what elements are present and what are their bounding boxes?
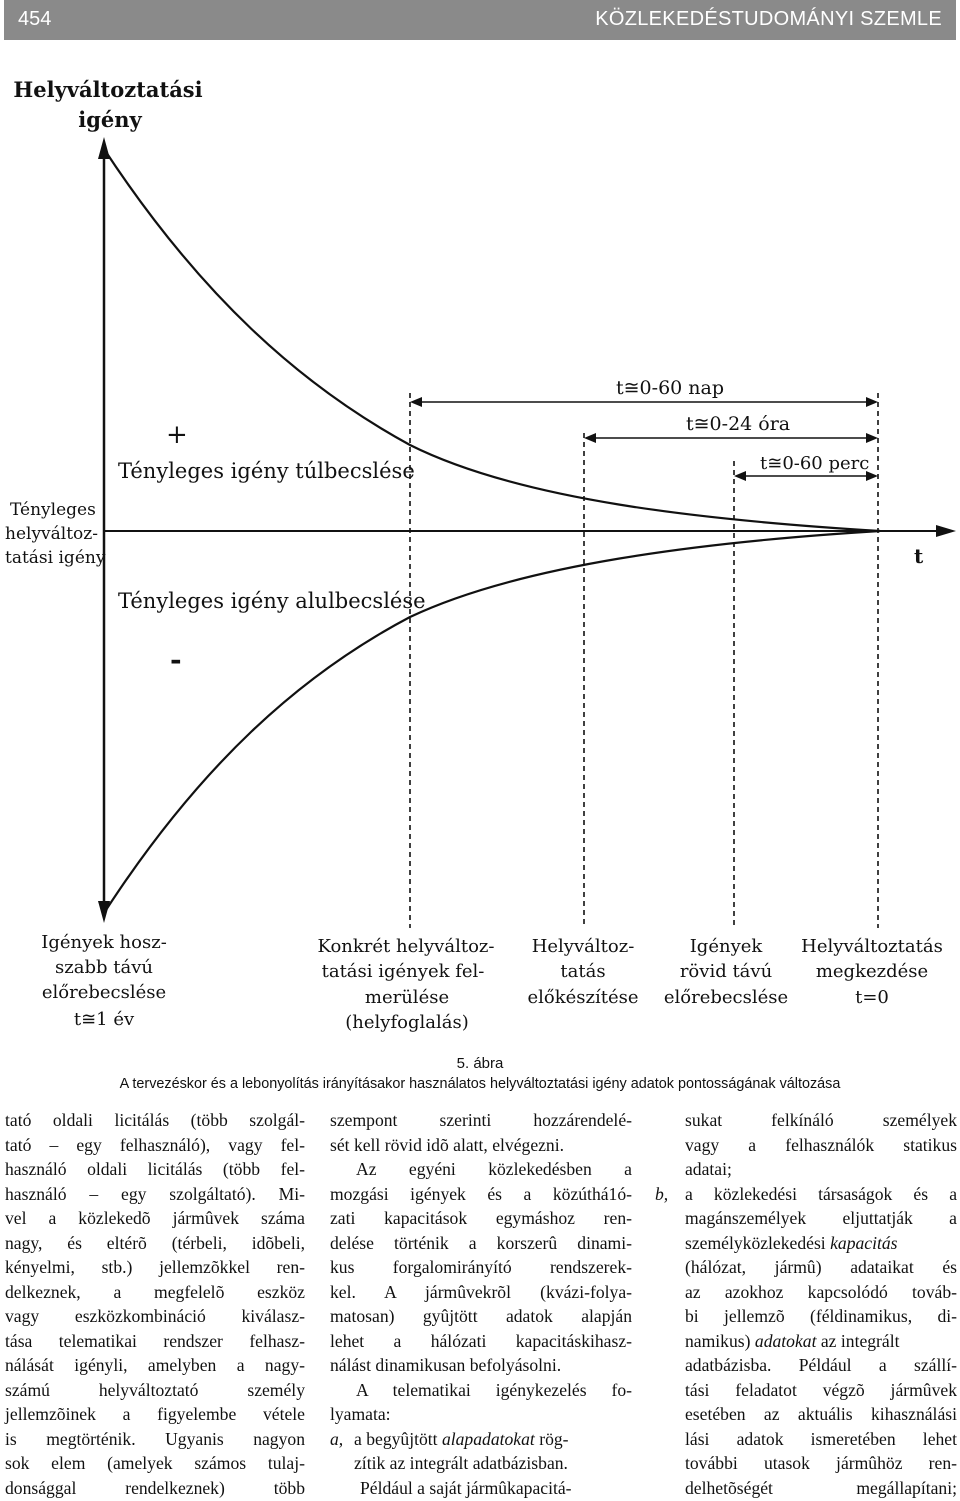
y-axis-title-line1: Helyváltoztatási — [13, 77, 203, 102]
text-span: a közlekedési társaságok és a — [685, 1183, 957, 1204]
figure-number: 5. ábra — [456, 1055, 504, 1072]
figure-title: A tervezéskor és a lebonyolítás irányításakor használatos helyváltoztatási igény adatok pontosságának változása — [119, 1076, 841, 1092]
list-marker-a: a, — [330, 1428, 344, 1449]
text-line: vagy eszközkombináció kiválasz- — [5, 1306, 305, 1326]
milestone-booking-line4: (helyfoglalás) — [345, 1012, 469, 1033]
t-axis-label: t — [914, 544, 924, 568]
milestone-start-line2: megkezdése — [815, 961, 929, 982]
milestone-short-term-line1: Igények — [689, 936, 763, 957]
overestimate-label: Tényleges igény túlbecslése — [118, 459, 415, 483]
milestone-preparation-line2: tatás — [560, 961, 606, 982]
text-line: adatai; — [685, 1159, 732, 1179]
milestone-long-term-line1: Igények hosz- — [41, 932, 167, 953]
text-line: bi jellemzõ (féldinamikus, di- — [685, 1306, 957, 1326]
minus-sign: - — [170, 643, 182, 676]
page-number: 454 — [18, 8, 52, 30]
milestone-start — [801, 936, 943, 1008]
y-axis-title-line2: igény — [78, 107, 142, 132]
text-line: Például a saját jármûkapacitá- — [360, 1477, 572, 1498]
text-line: tató – egy felhasználó), vagy fel- — [5, 1134, 305, 1155]
milestone-long-term-line3: előrebecslése — [41, 982, 167, 1003]
milestone-short-term-line3: előrebecslése — [663, 987, 789, 1008]
text-line: vagy a felhasználók statikus — [685, 1134, 957, 1155]
actual-demand-line1: Tényleges — [10, 500, 96, 520]
list-item-b — [655, 1182, 957, 1207]
italic-term: adatokat — [754, 1330, 817, 1351]
milestone-booking-line1: Konkrét helyváltoz- — [317, 936, 495, 957]
t-axis-arrow — [936, 525, 956, 537]
interval-label-60-days: t≅0-60 nap — [616, 377, 725, 399]
text-line: kényelmi, stb.) jellemzõkkel ren- — [5, 1257, 305, 1277]
text-line: mozgási igények és a közúthá1ó- — [330, 1183, 632, 1204]
milestone-short-term-forecast — [664, 936, 788, 1008]
text-line: delhetõségét megállapítani; — [685, 1477, 957, 1498]
text-line: használó – egy szolgáltató). Mi- — [5, 1183, 305, 1204]
text-line: delése történik a korszerû dinami- — [330, 1232, 632, 1253]
milestone-short-term-line2: rövid távú — [679, 961, 773, 982]
text-line: delkeznek, a megfelelõ eszköz — [5, 1281, 305, 1302]
milestone-booking-line2: tatási igények fel- — [321, 961, 485, 982]
text-column-3 — [655, 1108, 957, 1500]
text-span: namikus) — [685, 1330, 755, 1351]
text-line: Az egyéni közlekedésben a — [356, 1159, 632, 1179]
actual-demand-line2: helyváltoz- — [5, 524, 98, 544]
text-column-1 — [5, 1108, 305, 1500]
text-line: is megtörténik. Ugyanis nagyon — [5, 1428, 305, 1449]
text-line: sét kell rövid idõ alatt, elvégezni. — [330, 1134, 565, 1155]
text-line: tása telematikai rendszer felhasz- — [5, 1330, 305, 1351]
text-line: sukat felkínáló személyek — [685, 1110, 957, 1130]
text-line: jellemzõinek a figyelembe vétele — [5, 1404, 305, 1424]
text-line: nálást dinamikusan befolyásolni. — [330, 1355, 562, 1375]
italic-term: kapacitás — [830, 1232, 898, 1253]
list-marker-b: b, — [655, 1183, 669, 1204]
actual-demand-line3: tatási igény — [5, 548, 106, 568]
text-span: a begyûjtött — [354, 1428, 442, 1449]
text-line: magánszemélyek eljuttatják a — [685, 1208, 957, 1228]
text-line: vel a közlekedõ jármûvek száma — [5, 1208, 305, 1228]
text-line: további utasok jármûhöz ren- — [685, 1453, 957, 1473]
text-line: számú helyváltoztató személy — [5, 1379, 305, 1400]
list-item-a — [330, 1427, 632, 1452]
text-span: személyközlekedési — [685, 1232, 831, 1253]
milestone-long-term-forecast — [41, 932, 167, 1030]
milestone-preparation-line1: Helyváltoz- — [531, 936, 635, 957]
page-header — [4, 0, 956, 40]
text-line: esetében az aktuális kihasználási — [685, 1404, 957, 1424]
milestone-start-line3: t=0 — [855, 987, 889, 1008]
text-line — [655, 1329, 957, 1354]
plus-sign: + — [166, 420, 188, 450]
milestone-booking — [318, 936, 495, 1033]
journal-title: KÖZLEKEDÉSTUDOMÁNYI SZEMLE — [595, 8, 942, 30]
text-line: szempont szerinti hozzárendelé- — [330, 1110, 632, 1130]
diagram-svg — [0, 45, 960, 1045]
text-line: kus forgalomirányító rendszerek- — [330, 1257, 632, 1277]
text-line: lehet a hálózati kapacitáskihasz- — [330, 1330, 632, 1351]
text-line: az azokhoz kapcsolódó továb- — [685, 1281, 957, 1302]
milestone-long-term-line2: szabb távú — [55, 957, 153, 978]
text-line: matosan) gyûjtött adatok alapján — [330, 1306, 632, 1326]
text-line: A telematikai igénykezelés fo- — [356, 1379, 632, 1400]
text-line: nagy, és eltérõ (térbeli, idõbeli, — [5, 1232, 305, 1253]
text-line: tató oldali licitálás (több szolgál- — [5, 1110, 305, 1130]
text-line: lási adatok ismeretében lehet — [685, 1428, 957, 1449]
milestone-booking-line3: merülése — [364, 987, 450, 1008]
text-line: adatbázisba. Például a szállí- — [685, 1355, 957, 1375]
interval-label-60-minutes: t≅0-60 perc — [760, 453, 870, 474]
milestone-preparation — [527, 936, 638, 1008]
text-line: sok elem (amelyek számos tulaj- — [5, 1453, 305, 1473]
interval-label-24-hours: t≅0-24 óra — [686, 413, 791, 435]
text-column-2 — [330, 1108, 632, 1500]
text-line: lyamata: — [330, 1404, 391, 1424]
figure-diagram — [0, 45, 960, 1045]
figure-caption — [0, 1054, 960, 1094]
milestone-preparation-line3: előkészítése — [527, 987, 639, 1008]
text-line: használó oldali licitálás (több fel- — [5, 1159, 305, 1179]
text-line: zati kapacitások egymáshoz ren- — [330, 1208, 632, 1228]
text-line — [655, 1231, 957, 1256]
text-line: tási feladatot végzõ jármûvek — [685, 1379, 957, 1400]
italic-term: alapadatokat — [441, 1428, 535, 1449]
text-line: (hálózat, jármû) adataikat és — [685, 1257, 957, 1277]
text-line: donsággal rendelkeznek) több — [5, 1477, 305, 1498]
text-line: kel. A jármûvekrõl (kvázi-folya- — [330, 1281, 632, 1302]
milestone-long-term-line4: t≅1 év — [73, 1009, 135, 1030]
text-line: zítik az integrált adatbázisban. — [354, 1453, 568, 1473]
underestimate-label: Tényleges igény alulbecslése — [118, 589, 426, 613]
text-span: az integrált — [816, 1330, 900, 1351]
text-line: nálását igényli, amelyben a nagy- — [5, 1355, 305, 1375]
text-span: rög- — [534, 1428, 569, 1449]
milestone-start-line1: Helyváltoztatás — [801, 936, 943, 957]
